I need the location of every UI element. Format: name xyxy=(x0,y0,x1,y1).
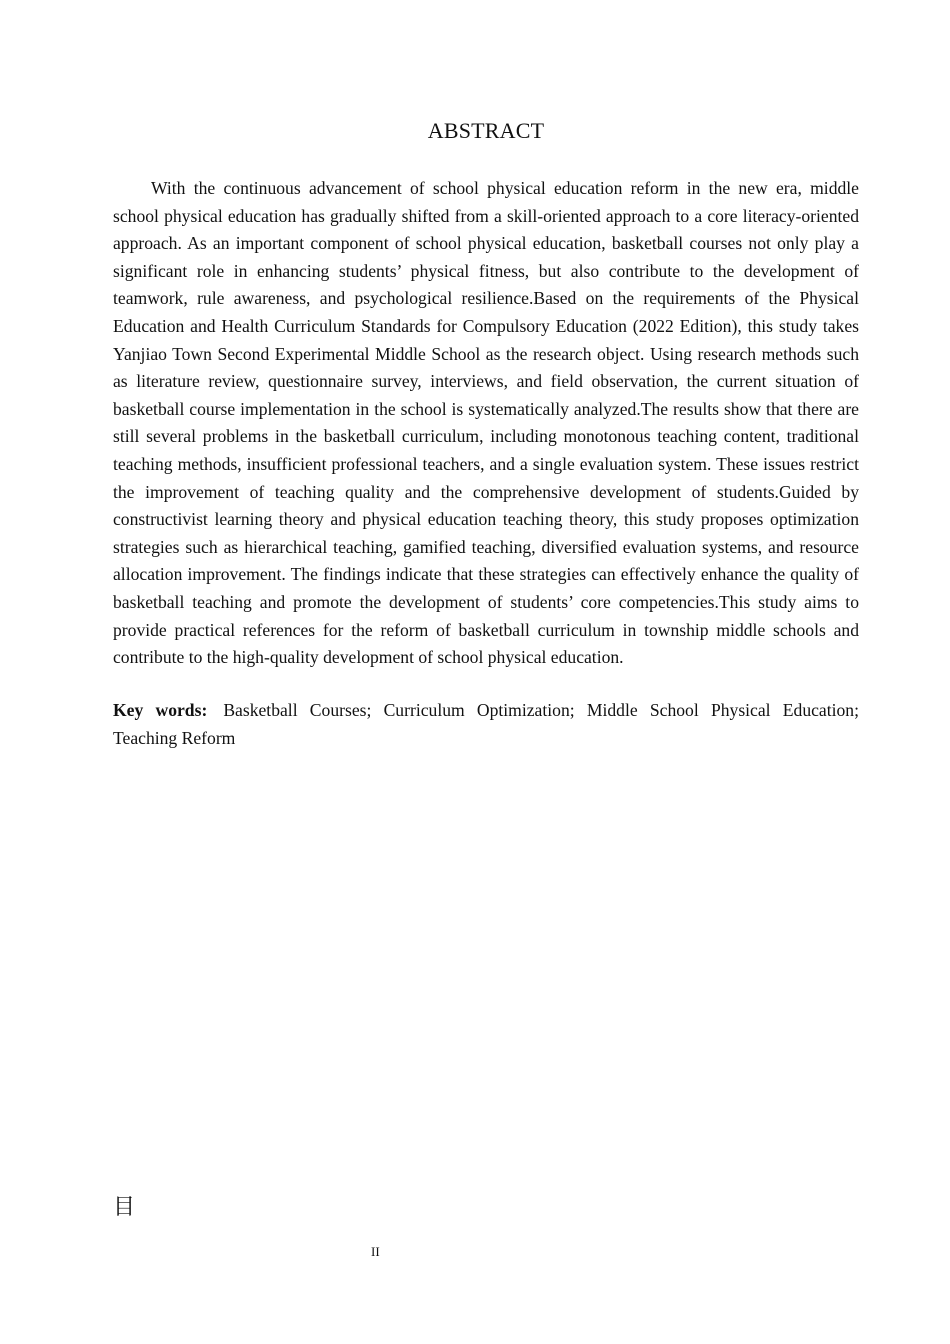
abstract-body: With the continuous advancement of school physical education reform in the new era, middle school physical education has gradually shifted from a skill-oriented approach to a core literacy-oriented approach. As an important component of school physical education, basketball courses not only play a significant role in enhancing students’ physical fitness, but also contribute to the development of teamwork, rule awareness, and psychological resilience.Based on the requirements of the Physical Education and Health Curriculum Standards for Compulsory Education (2022 Edition), this study takes Yanjiao Town Second Experimental Middle School as the research object. Using research methods such as literature review, questionnaire survey, interviews, and field observation, the current situation of basketball course implementation in the school is systematically analyzed.The results show that there are still several problems in the basketball curriculum, including monotonous teaching content, traditional teaching methods, insufficient professional teachers, and a single evaluation system. These issues restrict the improvement of teaching quality and the comprehensive development of students.Guided by constructivist learning theory and physical education teaching theory, this study proposes optimization strategies such as hierarchical teaching, gamified teaching, diversified evaluation systems, and resource allocation improvement. The findings indicate that these strategies can effectively enhance the quality of basketball teaching and promote the development of students’ core competencies.This study aims to provide practical references for the reform of basketball curriculum in township middle schools and contribute to the high-quality development of school physical education. xyxy=(113,178,859,668)
keywords-line xyxy=(113,697,859,752)
keywords-list: Basketball Courses; Curriculum Optimization; Middle School Physical Education; Teaching Reform xyxy=(113,700,859,748)
abstract-title: ABSTRACT xyxy=(427,118,545,143)
page-number: II xyxy=(371,1244,380,1259)
toc-heading-fragment: 目 xyxy=(113,1195,136,1220)
keywords-label: Key words: xyxy=(113,700,208,720)
